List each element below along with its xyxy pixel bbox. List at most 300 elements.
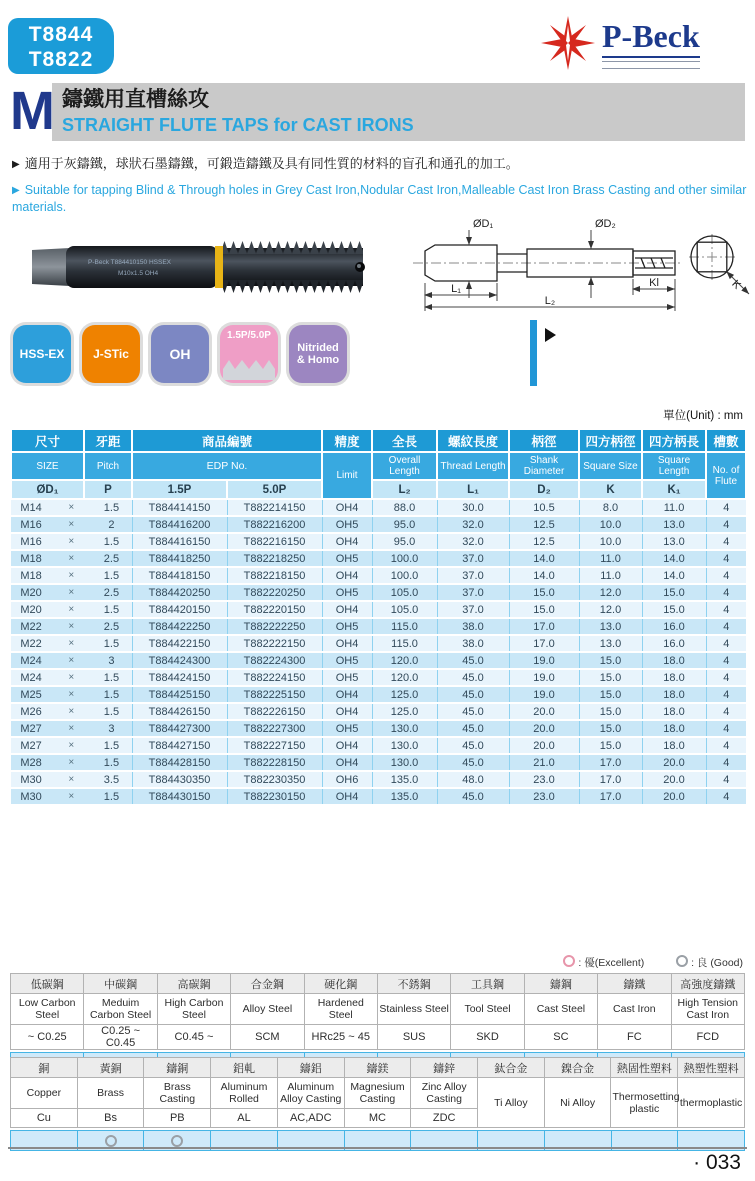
spec-cell: 14.0 — [509, 550, 579, 567]
spec-cell: OH5 — [322, 720, 372, 737]
spec-cell: 10.0 — [579, 516, 642, 533]
tap-dimension-diagram — [405, 215, 750, 318]
times-symbol: × — [68, 671, 75, 683]
material-name-zh: 合金鋼 — [231, 974, 304, 994]
size-value: M26 — [20, 705, 42, 718]
material-name-en: Aluminum Alloy Casting — [277, 1078, 344, 1109]
times-symbol: × — [68, 552, 75, 564]
spec-cell: T884420150 — [132, 601, 227, 618]
pitch-value: 2.5 — [103, 552, 120, 565]
col-sqlen-zh: 四方柄長 — [642, 429, 706, 452]
pitch-value: 1.5 — [103, 739, 120, 752]
spec-row — [11, 703, 746, 720]
material-name-en: Tool Steel — [451, 994, 524, 1025]
svg-text:M10x1.5 OH4: M10x1.5 OH4 — [118, 270, 159, 277]
spec-cell-size — [11, 720, 132, 737]
spec-cell: 4 — [706, 754, 746, 771]
badge-ring — [217, 322, 281, 386]
spec-cell: 17.0 — [509, 618, 579, 635]
spec-row — [11, 720, 746, 737]
dim-label-l2: L₂ — [544, 295, 556, 307]
spec-cell: OH4 — [322, 499, 372, 516]
spec-cell: T884416200 — [132, 516, 227, 533]
triangle-right-icon — [545, 328, 556, 342]
material-name-zh: 黃銅 — [77, 1058, 144, 1078]
material-name-en: Cast Iron — [598, 994, 671, 1025]
spec-cell: 11.0 — [579, 550, 642, 567]
times-symbol: × — [68, 586, 75, 598]
material-name-en: Brass Casting — [144, 1078, 211, 1109]
spec-cell: 4 — [706, 584, 746, 601]
size-value: M20 — [20, 586, 42, 599]
times-symbol: × — [68, 654, 75, 666]
spec-cell: 13.0 — [642, 516, 706, 533]
spec-row — [11, 635, 746, 652]
spec-cell: 4 — [706, 516, 746, 533]
material-name-en: Hardened Steel — [304, 994, 377, 1025]
material-name-zh: 鎳合金 — [544, 1058, 611, 1078]
spec-cell-size — [11, 635, 132, 652]
section-banner — [10, 83, 745, 141]
times-symbol: × — [68, 739, 75, 751]
dim-label-d2: ØD₂ — [595, 218, 616, 230]
size-value: M24 — [20, 654, 42, 667]
times-symbol: × — [68, 756, 75, 768]
spec-cell-size — [11, 533, 132, 550]
size-value: M24 — [20, 671, 42, 684]
spec-cell: 130.0 — [372, 737, 437, 754]
col-sqlen-sym: K₁ — [642, 480, 706, 499]
spec-cell: 37.0 — [437, 567, 509, 584]
size-value: M27 — [20, 722, 42, 735]
description-zh — [12, 155, 747, 173]
material-code: AC,ADC — [277, 1109, 344, 1128]
triangle-bullet-icon: ▶ — [12, 185, 20, 196]
spec-cell: T882224300 — [227, 652, 322, 669]
size-value: M20 — [20, 603, 42, 616]
spec-cell: 32.0 — [437, 533, 509, 550]
spec-cell: OH5 — [322, 618, 372, 635]
spec-cell-size — [11, 754, 132, 771]
spec-row — [11, 499, 746, 516]
material-row-zh — [11, 1058, 745, 1078]
pitch-value: 2.5 — [103, 620, 120, 633]
spec-cell: 11.0 — [579, 567, 642, 584]
col-edp15-sym: 1.5P — [132, 480, 227, 499]
spec-cell: OH4 — [322, 754, 372, 771]
spec-cell-size — [11, 788, 132, 804]
spec-cell: 95.0 — [372, 516, 437, 533]
col-size-zh: 尺寸 — [11, 429, 84, 452]
spec-cell: 37.0 — [437, 584, 509, 601]
spec-cell: T882220150 — [227, 601, 322, 618]
spec-cell: 13.0 — [579, 618, 642, 635]
badge-label: HSS-EX — [19, 347, 65, 361]
material-name-zh: 鑄鋅 — [411, 1058, 478, 1078]
material-name-en: Magnesium Casting — [344, 1078, 411, 1109]
svg-text:P-Beck T884410150 HSSEX: P-Beck T884410150 HSSEX — [88, 259, 171, 266]
spec-cell-size — [11, 516, 132, 533]
material-code: ZDC — [411, 1109, 478, 1128]
page-number: · 033 — [693, 1151, 741, 1174]
times-symbol: × — [68, 705, 75, 717]
spec-cell: 100.0 — [372, 567, 437, 584]
spec-cell: 20.0 — [509, 720, 579, 737]
feature-badge-4 — [220, 325, 278, 383]
pitch-value: 3 — [108, 654, 115, 667]
spec-cell: T884418250 — [132, 550, 227, 567]
badge-label: OH — [169, 346, 191, 362]
col-shank-en: Shank Diameter — [509, 452, 579, 480]
spec-cell: OH4 — [322, 533, 372, 550]
spec-cell: 18.0 — [642, 669, 706, 686]
material-grid — [10, 973, 745, 1050]
brand-logo — [540, 12, 750, 74]
good-circle-icon — [676, 955, 688, 967]
pitch-value: 2.5 — [103, 586, 120, 599]
spec-cell: 16.0 — [642, 618, 706, 635]
spec-cell: 88.0 — [372, 499, 437, 516]
spec-cell: OH5 — [322, 584, 372, 601]
model-badge — [8, 18, 114, 74]
size-value: M30 — [20, 773, 42, 786]
spec-cell: T882216150 — [227, 533, 322, 550]
spec-cell: T884430150 — [132, 788, 227, 804]
material-name-en: Meduim Carbon Steel — [84, 994, 157, 1025]
spec-row — [11, 754, 746, 771]
spec-cell: 100.0 — [372, 550, 437, 567]
col-thread-zh: 螺紋長度 — [437, 429, 509, 452]
spec-cell: 4 — [706, 499, 746, 516]
pitch-value: 1.5 — [103, 637, 120, 650]
material-name-en: High Carbon Steel — [157, 994, 230, 1025]
badge-ring — [148, 322, 212, 386]
spec-cell: 4 — [706, 601, 746, 618]
material-name-en: Cast Steel — [524, 994, 597, 1025]
spec-cell: T884422250 — [132, 618, 227, 635]
badge-row — [10, 322, 350, 386]
times-symbol: × — [68, 637, 75, 649]
thread-profile-icon — [223, 356, 275, 380]
pitch-value: 1.5 — [103, 705, 120, 718]
spec-cell: 12.5 — [509, 533, 579, 550]
compass-star-icon — [540, 15, 596, 71]
material-row-code — [11, 1025, 745, 1050]
description-zh-text: 適用于灰鑄鐵，球狀石墨鑄鐵，可鍛造鑄鐵及具有同性質的材料的盲孔和通孔的加工。 — [24, 156, 519, 171]
spec-row — [11, 669, 746, 686]
times-symbol: × — [68, 620, 75, 632]
pitch-value: 3.5 — [103, 773, 120, 786]
times-symbol: × — [68, 569, 75, 581]
excellent-circle-icon — [563, 955, 575, 967]
spec-cell: 115.0 — [372, 618, 437, 635]
col-limit-zh: 精度 — [322, 429, 372, 452]
pitch-value: 1.5 — [103, 501, 120, 514]
spec-cell: T884425150 — [132, 686, 227, 703]
spec-cell: 17.0 — [579, 754, 642, 771]
spec-cell: T882230150 — [227, 788, 322, 804]
col-overall-sym: L₂ — [372, 480, 437, 499]
col-sqlen-en: Square Length — [642, 452, 706, 480]
material-name-zh: 鑄鐵 — [598, 974, 671, 994]
size-value: M27 — [20, 739, 42, 752]
spec-cell: 37.0 — [437, 601, 509, 618]
col-overall-en: Overall Length — [372, 452, 437, 480]
material-grid — [10, 1057, 745, 1128]
spec-cell: OH6 — [322, 771, 372, 788]
tap-product-photo — [22, 218, 377, 318]
spec-cell: 45.0 — [437, 703, 509, 720]
spec-cell: 38.0 — [437, 635, 509, 652]
spec-cell: 120.0 — [372, 652, 437, 669]
spec-cell: 13.0 — [642, 533, 706, 550]
spec-cell: T884428150 — [132, 754, 227, 771]
material-name-en: Copper — [11, 1078, 78, 1109]
spec-cell: T882216200 — [227, 516, 322, 533]
spec-cell: 23.0 — [509, 771, 579, 788]
spec-row — [11, 567, 746, 584]
spec-cell: 4 — [706, 533, 746, 550]
spec-cell-size — [11, 499, 132, 516]
material-code: MC — [344, 1109, 411, 1128]
material-name-zh: 硬化鋼 — [304, 974, 377, 994]
spec-row — [11, 686, 746, 703]
col-pitch-zh: 牙距 — [84, 429, 132, 452]
pitch-value: 1.5 — [103, 790, 120, 803]
spec-row — [11, 550, 746, 567]
feature-badge-3 — [151, 325, 209, 383]
spec-header-symbols — [11, 480, 746, 499]
dim-label-d1: ØD₁ — [473, 218, 494, 230]
material-name-zh: 鑄鋼 — [524, 974, 597, 994]
col-overall-zh: 全長 — [372, 429, 437, 452]
spec-cell: 105.0 — [372, 584, 437, 601]
spec-cell: 15.0 — [642, 584, 706, 601]
spec-cell: 15.0 — [579, 686, 642, 703]
spec-cell: 45.0 — [437, 669, 509, 686]
size-value: M22 — [20, 637, 42, 650]
material-code: FC — [598, 1025, 671, 1050]
material-row-en — [11, 1078, 745, 1109]
spec-cell: 19.0 — [509, 652, 579, 669]
spec-cell: 45.0 — [437, 686, 509, 703]
spec-cell-size — [11, 771, 132, 788]
col-sqsize-en: Square Size — [579, 452, 642, 480]
spec-cell: 135.0 — [372, 788, 437, 804]
size-value: M16 — [20, 518, 42, 531]
spec-cell: T882224150 — [227, 669, 322, 686]
spec-cell: 18.0 — [642, 652, 706, 669]
spec-cell: 19.0 — [509, 686, 579, 703]
spec-row — [11, 788, 746, 804]
material-name-zh: 鈦合金 — [478, 1058, 545, 1078]
badge-ring — [79, 322, 143, 386]
spec-table-body — [11, 499, 746, 804]
pitch-value: 2 — [108, 518, 115, 531]
spec-cell: 38.0 — [437, 618, 509, 635]
spec-cell: 14.0 — [642, 550, 706, 567]
material-name-zh: 銅 — [11, 1058, 78, 1078]
material-name-zh: 熱塑性塑料 — [678, 1058, 745, 1078]
good-circle-icon — [171, 1135, 183, 1147]
brand-name: P-Beck — [602, 18, 700, 58]
spec-cell: T882230350 — [227, 771, 322, 788]
spec-cell: T884418150 — [132, 567, 227, 584]
col-size-sym: ØD₁ — [11, 480, 84, 499]
excellent-label: : 優(Excellent) — [578, 957, 645, 969]
material-name-en: High Tension Cast Iron — [671, 994, 744, 1025]
spec-cell: 130.0 — [372, 754, 437, 771]
col-pitch-sym: P — [84, 480, 132, 499]
times-symbol: × — [68, 518, 75, 530]
col-thread-sym: L₁ — [437, 480, 509, 499]
times-symbol: × — [68, 603, 75, 615]
spec-cell: OH5 — [322, 669, 372, 686]
spec-cell-size — [11, 567, 132, 584]
col-flute-zh: 槽數 — [706, 429, 746, 452]
spec-header-zh — [11, 429, 746, 452]
model-number-2: T8822 — [28, 48, 94, 71]
material-name-en: Alloy Steel — [231, 994, 304, 1025]
brand-name-wrap — [602, 18, 700, 69]
spec-cell: 13.0 — [579, 635, 642, 652]
spec-cell: 10.0 — [579, 533, 642, 550]
col-thread-en: Thread Length — [437, 452, 509, 480]
spec-cell: 19.0 — [509, 669, 579, 686]
spec-cell: 95.0 — [372, 533, 437, 550]
spec-cell: 20.0 — [642, 788, 706, 804]
spec-cell: 4 — [706, 652, 746, 669]
spec-cell: 10.5 — [509, 499, 579, 516]
size-value: M16 — [20, 535, 42, 548]
spec-cell: T882222250 — [227, 618, 322, 635]
material-row-zh — [11, 974, 745, 994]
spec-cell: T884422150 — [132, 635, 227, 652]
col-edp50-sym: 5.0P — [227, 480, 322, 499]
spec-cell: T884414150 — [132, 499, 227, 516]
size-value: M18 — [20, 569, 42, 582]
spec-row — [11, 601, 746, 618]
spec-cell: 120.0 — [372, 669, 437, 686]
material-name-zh: 高強度鑄鐵 — [671, 974, 744, 994]
spec-cell: T882218150 — [227, 567, 322, 584]
size-value: M30 — [20, 790, 42, 803]
good-label: : 良 (Good) — [691, 957, 743, 969]
spec-cell: 15.0 — [579, 652, 642, 669]
spec-cell-size — [11, 584, 132, 601]
material-name-zh: 鑄銅 — [144, 1058, 211, 1078]
material-code: FCD — [671, 1025, 744, 1050]
spec-cell: OH5 — [322, 652, 372, 669]
spec-cell: T882220250 — [227, 584, 322, 601]
material-name-zh: 鑄鋁 — [277, 1058, 344, 1078]
size-value: M14 — [20, 501, 42, 514]
description-en-text: Suitable for tapping Blind & Through holes in Grey Cast Iron,Nodular Cast Iron,Malleable Cast Iron Brass Casting and other similar materials. — [12, 183, 747, 214]
col-sqsize-sym: K — [579, 480, 642, 499]
description-en — [12, 182, 747, 216]
spec-cell: 15.0 — [579, 737, 642, 754]
spec-cell: OH4 — [322, 788, 372, 804]
times-symbol: × — [68, 790, 75, 802]
spec-cell: T882222150 — [227, 635, 322, 652]
section-divider-bar — [530, 320, 537, 386]
spec-cell: 4 — [706, 788, 746, 804]
spec-cell: 45.0 — [437, 737, 509, 754]
spec-row — [11, 771, 746, 788]
spec-cell: 48.0 — [437, 771, 509, 788]
spec-cell: 20.0 — [642, 754, 706, 771]
spec-row — [11, 516, 746, 533]
spec-cell: 125.0 — [372, 686, 437, 703]
material-row-en — [11, 994, 745, 1025]
material-name-en: Ni Alloy — [544, 1078, 611, 1128]
pitch-value: 1.5 — [103, 671, 120, 684]
spec-cell: T884430350 — [132, 771, 227, 788]
spec-cell: 18.0 — [642, 703, 706, 720]
material-name-en: Thermosetting plastic — [611, 1078, 678, 1128]
col-flute-en: No. of Flute — [706, 452, 746, 499]
col-size-en: SIZE — [11, 452, 84, 480]
spec-cell: 37.0 — [437, 550, 509, 567]
material-name-zh: 熱固性塑料 — [611, 1058, 678, 1078]
size-value: M25 — [20, 688, 42, 701]
material-name-zh: 高碳鋼 — [157, 974, 230, 994]
times-symbol: × — [68, 501, 75, 513]
material-name-en: Zinc Alloy Casting — [411, 1078, 478, 1109]
spec-table — [10, 428, 747, 804]
material-code: C0.45 ~ — [157, 1025, 230, 1050]
spec-cell: 15.0 — [509, 601, 579, 618]
spec-cell: 4 — [706, 686, 746, 703]
spec-row — [11, 533, 746, 550]
spec-row — [11, 618, 746, 635]
badge-ring — [10, 322, 74, 386]
spec-cell: OH5 — [322, 550, 372, 567]
material-code: AL — [211, 1109, 278, 1128]
material-name-en: Brass — [77, 1078, 144, 1109]
dim-label-kl: Kl — [649, 277, 659, 289]
spec-cell: 17.0 — [579, 788, 642, 804]
spec-cell-size — [11, 601, 132, 618]
spec-cell: T882226150 — [227, 703, 322, 720]
spec-cell-size — [11, 686, 132, 703]
rating-legend — [563, 955, 743, 970]
footer-divider — [8, 1147, 747, 1149]
spec-cell: 14.0 — [509, 567, 579, 584]
spec-cell: T882214150 — [227, 499, 322, 516]
spec-row — [11, 584, 746, 601]
badge-label: 1.5P/5.0P — [227, 330, 271, 341]
col-edp-en: EDP No. — [132, 452, 322, 480]
page-title-zh: 鑄鐵用直槽絲攻 — [62, 88, 209, 111]
spec-cell: T884424150 — [132, 669, 227, 686]
size-value: M22 — [20, 620, 42, 633]
pitch-value: 1.5 — [103, 603, 120, 616]
col-edp-zh: 商品編號 — [132, 429, 322, 452]
spec-cell: 4 — [706, 635, 746, 652]
spec-cell-size — [11, 669, 132, 686]
page-title-en: STRAIGHT FLUTE TAPS for CAST IRONS — [62, 115, 414, 135]
material-name-en: Aluminum Rolled — [211, 1078, 278, 1109]
spec-cell: 45.0 — [437, 754, 509, 771]
spec-cell: 130.0 — [372, 720, 437, 737]
spec-cell: T882227150 — [227, 737, 322, 754]
spec-cell: 20.0 — [509, 703, 579, 720]
good-circle-icon — [105, 1135, 117, 1147]
spec-cell: 15.0 — [579, 669, 642, 686]
material-name-zh: 鋁軋 — [211, 1058, 278, 1078]
material-code: ~ C0.25 — [11, 1025, 84, 1050]
